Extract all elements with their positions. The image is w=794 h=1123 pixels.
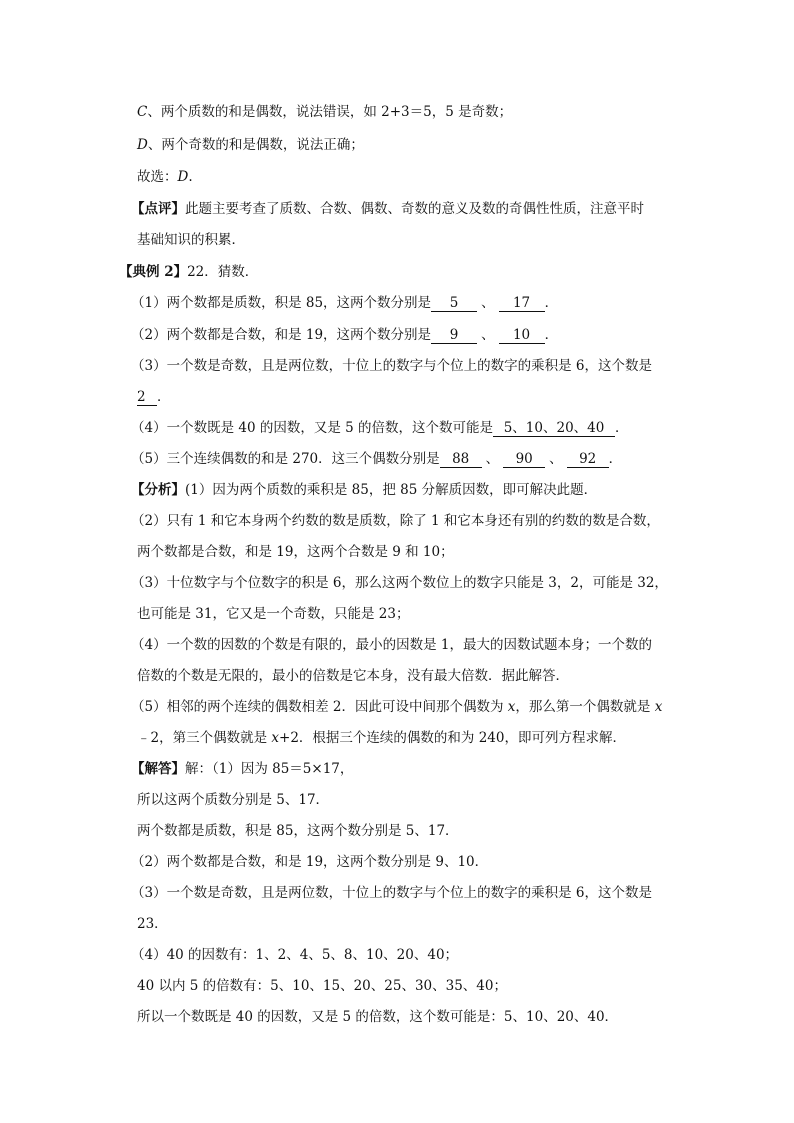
solution-line-3 (137, 822, 459, 840)
example-tag: 【典例 2】 (119, 264, 188, 280)
solution-l1: 解：（1）因为 85＝5×17， (185, 761, 354, 777)
analysis-p2-line1: （2）只有 1 和它本身两个约数的数是质数，除了 1 和它本身还有别的约数的数是合数， (131, 513, 660, 529)
analysis-p5-d: +2．根据三个连续的偶数的和为 240，即可列方程求解． (279, 730, 626, 746)
solution-line-7 (131, 946, 458, 964)
analysis-p3-line2: 也可能是 31，它又是一个奇数，只能是 23； (137, 606, 410, 622)
analysis-line-4 (131, 574, 668, 592)
analysis-line-6 (131, 636, 652, 654)
analysis-line-3 (137, 543, 454, 561)
example-title: 22．猜数． (187, 264, 259, 280)
comment-text-1: 此题主要考查了质数、合数、偶数、奇数的意义及数的奇偶性性质，注意平时 (185, 201, 644, 217)
choice-letter: D (177, 169, 189, 185)
solution-line-8 (137, 977, 507, 995)
question-3-answer-line (137, 388, 171, 406)
analysis-p5-b: ，那么第一个偶数就是 (515, 699, 655, 715)
comment-text-2: 基础知识的积累． (137, 232, 245, 248)
question-1-answer-2: 17 (499, 295, 545, 312)
question-5-answer-2: 90 (503, 451, 545, 468)
solution-line-9 (137, 1008, 618, 1026)
solution-line-4 (131, 853, 488, 871)
analysis-p1: (1）因为两个质数的乘积是 85，把 85 分解质因数，即可解决此题． (185, 482, 598, 498)
question-2-answer-2: 10 (499, 327, 545, 344)
question-5-text: （5）三个连续偶数的和是 270．这三个偶数分别是 (131, 451, 440, 467)
question-2-end: ． (544, 327, 559, 343)
choice-suffix: . (188, 169, 193, 185)
choice-line (137, 168, 193, 186)
analysis-p5-a: （5）相邻的两个连续的偶数相差 2．因此可设中间那个偶数为 (131, 699, 508, 715)
analysis-p5-c: ﹣2，第三个偶数就是 (137, 730, 272, 746)
question-5-separator-2: 、 (549, 451, 563, 467)
analysis-line-7 (137, 667, 569, 685)
analysis-line-5 (137, 605, 409, 623)
question-5-end: ． (608, 451, 623, 467)
solution-line-1 (131, 760, 353, 778)
question-1-separator: 、 (481, 295, 495, 311)
solution-line-5 (131, 884, 652, 902)
option-c-line (137, 103, 512, 121)
question-4-answer: 5、10、20、40 (493, 420, 615, 437)
solution-l5: （3）一个数是奇数，且是两位数，十位上的数字与个位上的数字的乘积是 6，这个数是 (131, 885, 652, 901)
comment-line-1 (131, 200, 644, 218)
option-c-text: 、两个质数的和是偶数，说法错误，如 2+3＝5，5 是奇数； (147, 104, 513, 120)
question-3-answer: 2 (137, 389, 157, 406)
analysis-p5-var-x3: x (271, 730, 280, 746)
solution-l4: （2）两个数都是合数，和是 19，这两个数分别是 9、10． (131, 854, 489, 870)
question-2-answer-1: 9 (431, 327, 477, 344)
analysis-p4-line2: 倍数的个数是无限的，最小的倍数是它本身，没有最大倍数．据此解答． (137, 668, 569, 684)
question-5-answer-1: 88 (440, 451, 482, 468)
solution-line-2 (137, 791, 329, 809)
question-4-end: ． (615, 420, 629, 436)
comment-tag: 【点评】 (131, 201, 185, 217)
analysis-p5-var-x: x (507, 699, 516, 715)
question-3 (131, 357, 652, 375)
solution-line-6 (137, 915, 168, 933)
analysis-p3-line1: （3）十位数字与个位数字的积是 6，那么这两个数位上的数字只能是 3，2，可能是 32， (131, 575, 668, 591)
choice-prefix: 故选： (137, 169, 178, 185)
question-1-end: ． (544, 295, 559, 311)
solution-l8: 40 以内 5 的倍数有：5、10、15、20、25、30、35、40； (137, 978, 507, 994)
analysis-tag: 【分析】 (131, 482, 185, 498)
question-4-text: （4）一个数既是 40 的因数，又是 5 的倍数，这个数可能是 (131, 420, 494, 436)
question-5-answer-3: 92 (567, 451, 609, 468)
question-1 (131, 294, 558, 312)
example-heading (119, 263, 258, 281)
solution-tag: 【解答】 (131, 761, 185, 777)
question-5 (131, 450, 622, 468)
analysis-p5-var-x2: x (654, 699, 663, 715)
option-c-letter: C (137, 104, 148, 120)
option-d-text: 、两个奇数的和是偶数，说法正确； (147, 137, 364, 153)
solution-l7: （4）40 的因数有：1、2、4、5、8、10、20、40； (131, 947, 459, 963)
question-1-text: （1）两个数都是质数，积是 85，这两个数分别是 (131, 295, 432, 311)
question-3-end: ． (157, 389, 171, 405)
analysis-p2-line2: 两个数都是合数，和是 19，这两个合数是 9 和 10； (137, 544, 454, 560)
solution-l3: 两个数都是质数，积是 85，这两个数分别是 5、17． (137, 823, 459, 839)
question-2-separator: 、 (481, 327, 495, 343)
solution-l6: 23． (137, 916, 168, 932)
solution-l9: 所以一个数既是 40 的因数，又是 5 的倍数，这个数可能是：5、10、20、40． (137, 1009, 619, 1025)
analysis-line-2 (131, 512, 660, 530)
question-4 (131, 419, 629, 437)
analysis-p4-line1: （4）一个数的因数的个数是有限的，最小的因数是 1，最大的因数试题本身；一个数的 (131, 637, 652, 653)
question-2 (131, 326, 558, 344)
analysis-line-1 (131, 481, 597, 499)
question-1-answer-1: 5 (431, 295, 477, 312)
question-2-text: （2）两个数都是合数，和是 19，这两个数分别是 (131, 327, 432, 343)
analysis-line-8 (131, 698, 662, 716)
question-3-text: （3）一个数是奇数，且是两位数，十位上的数字与个位上的数字的乘积是 6，这个数是 (131, 358, 652, 374)
comment-line-2 (137, 231, 245, 249)
option-d-letter: D (137, 137, 148, 153)
option-d-line (137, 136, 364, 154)
question-5-separator-1: 、 (485, 451, 500, 467)
analysis-line-9 (137, 729, 626, 747)
solution-l2: 所以这两个质数分别是 5、17． (137, 792, 330, 808)
